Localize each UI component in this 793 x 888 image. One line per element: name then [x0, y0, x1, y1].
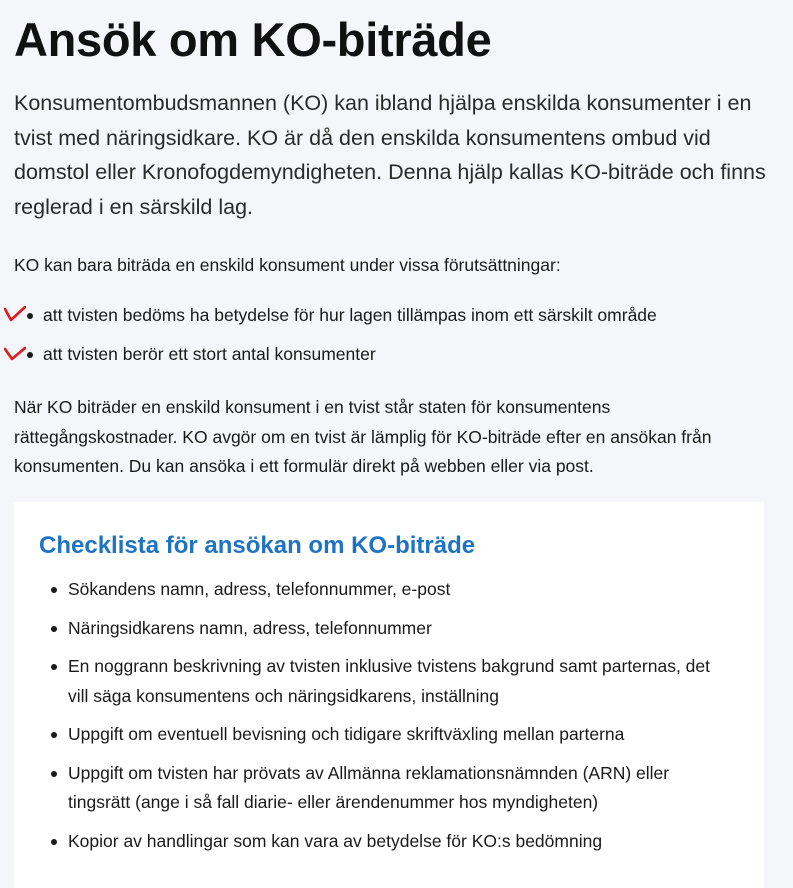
checklist-item-text: Uppgift om eventuell bevisning och tidigare skriftväxling mellan parterna	[68, 724, 625, 744]
requirements-list	[0, 300, 760, 378]
bullet-icon	[51, 587, 57, 593]
checklist-item	[14, 614, 734, 644]
checklist-title: Checklista för ansökan om KO-biträde	[39, 532, 476, 559]
bullet-icon	[51, 839, 57, 845]
checklist-item-text: Sökandens namn, adress, telefonnummer, e-post	[68, 579, 451, 599]
bullet-icon	[51, 771, 57, 777]
checklist-item	[14, 827, 734, 857]
requirement-item	[0, 300, 760, 339]
intro-text: KO kan bara biträda en enskild konsument under vissa förutsättningar:	[14, 255, 561, 275]
lead-paragraph: Konsumentombudsmannen (KO) kan ibland hjälpa enskilda konsumenter i en tvist med näringsidkare. KO är då den enskilda konsumentens ombud vid domstol eller Kronofogdemyndigheten. Denna hjälp kallas KO-biträde och finns reglerad i en särskild lag.	[14, 91, 766, 219]
checklist-item-text: Kopior av handlingar som kan vara av betydelse för KO:s bedömning	[68, 830, 603, 851]
requirement-text: att tvisten bedöms ha betydelse för hur lagen tillämpas inom ett särskilt område	[43, 305, 657, 325]
cost-info-text: När KO biträder en enskild konsument i en tvist står staten för konsumentens rättegångskostnader. KO avgör om en tvist är lämplig för KO-biträde efter en ansökan från konsumenten. Du kan ansöka i ett formulär direkt på webben eller via post.	[14, 397, 712, 476]
bullet-icon	[27, 313, 33, 319]
red-check-icon	[4, 305, 26, 323]
checklist-item-text: Uppgift om tvisten har prövats av Allmänna reklamationsnämnden (ARN) eller tingsrätt (ange i så fall diarie- eller ärendenummer hos myndigheten)	[68, 762, 670, 812]
checklist-item-text: En noggrann beskrivning av tvisten inklusive tvistens bakgrund samt parternas, det vill säga konsumentens och näringsidkarens, inställning	[68, 656, 711, 706]
requirement-item	[0, 339, 760, 378]
checklist-item	[14, 575, 734, 605]
checklist-item	[14, 652, 734, 711]
bullet-icon	[27, 352, 33, 358]
page-title: Ansök om KO-biträde	[14, 13, 492, 66]
checklist-list	[14, 575, 734, 865]
checklist-item	[14, 720, 734, 750]
bullet-icon	[51, 664, 57, 670]
checklist-panel	[14, 502, 764, 888]
requirement-text: att tvisten berör ett stort antal konsumenter	[43, 344, 376, 364]
red-check-icon	[4, 344, 26, 362]
bullet-icon	[51, 626, 57, 632]
checklist-item-text: Näringsidkarens namn, adress, telefonnummer	[68, 617, 432, 638]
checklist-item	[14, 759, 734, 818]
bullet-icon	[51, 732, 57, 738]
